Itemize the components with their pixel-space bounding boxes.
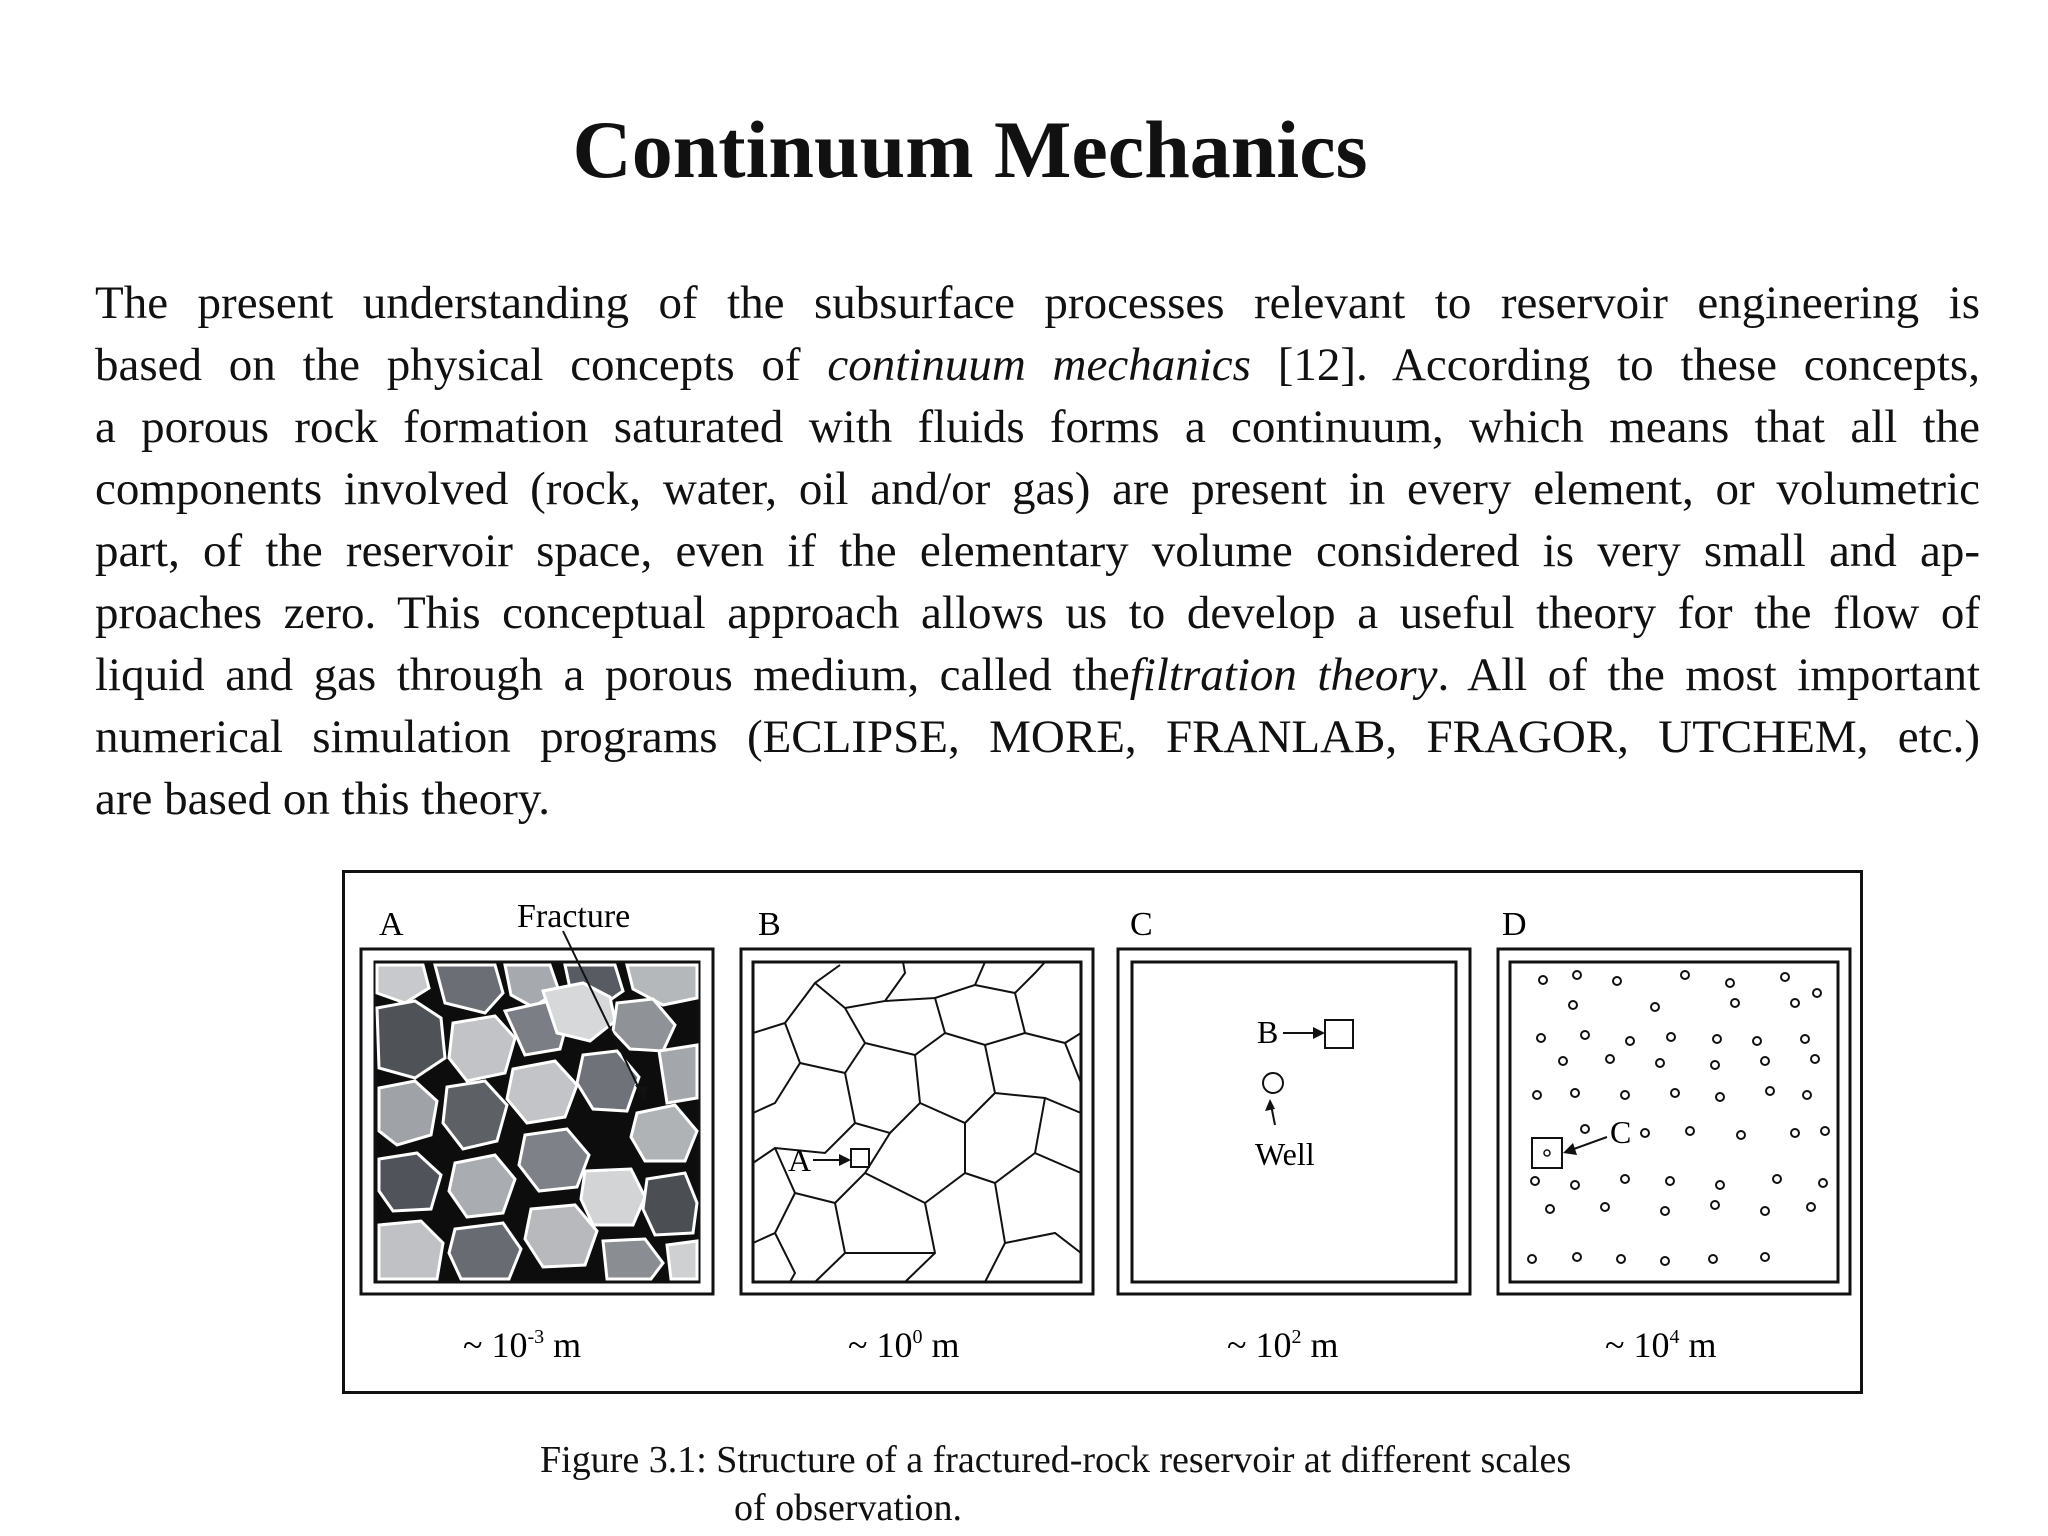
paragraph-line: are based on this theory. xyxy=(95,773,551,825)
paragraph-text: based on the physical concepts of xyxy=(95,339,828,391)
well-dot xyxy=(1801,1035,1809,1043)
figure-caption xyxy=(540,1436,1740,1532)
well-dot xyxy=(1819,1179,1827,1187)
term-continuum-mechanics: continuum mechanics xyxy=(827,339,1251,391)
scale-a: ~ $10^{-3}$ m xyxy=(463,1325,582,1365)
well-dot xyxy=(1766,1087,1774,1095)
well-dot xyxy=(1651,1003,1659,1011)
panel-c-letter: C xyxy=(1130,906,1153,943)
term-filtration-theory: filtration theory xyxy=(1129,649,1438,701)
well-dot xyxy=(1533,1091,1541,1099)
well-dot xyxy=(1569,1001,1577,1009)
panel-b-letter: B xyxy=(758,906,781,943)
paragraph-text: [12]. According to these concepts, xyxy=(1250,339,1980,391)
well-dot xyxy=(1716,1093,1724,1101)
well-dot xyxy=(1761,1057,1769,1065)
well-dot xyxy=(1601,1203,1609,1211)
well-dot xyxy=(1666,1177,1674,1185)
well-dot xyxy=(1573,1253,1581,1261)
well-dot xyxy=(1626,1037,1634,1045)
paragraph-line: numerical simulation programs (ECLIPSE, MORE, FRANLAB, FRAGOR, UTCHEM, etc.) xyxy=(95,711,1980,763)
well-dot xyxy=(1528,1255,1536,1263)
panel-a-letter: A xyxy=(379,906,404,943)
well-dot xyxy=(1807,1203,1815,1211)
body-paragraph xyxy=(95,272,1980,830)
panel-d xyxy=(1498,949,1850,1294)
well-dot xyxy=(1613,977,1621,985)
well-dot xyxy=(1711,1201,1719,1209)
well-dot xyxy=(1641,1129,1649,1137)
well-dot xyxy=(1559,1057,1567,1065)
well-dot xyxy=(1661,1257,1669,1265)
well-dot xyxy=(1753,1037,1761,1045)
well-dot xyxy=(1667,1033,1675,1041)
well-dot xyxy=(1737,1131,1745,1139)
well-dot xyxy=(1573,971,1581,979)
paragraph-text: . All of the most important xyxy=(1437,649,1981,701)
well-dot xyxy=(1731,999,1739,1007)
well-dot xyxy=(1773,1175,1781,1183)
paragraph-line xyxy=(95,334,1980,396)
well-dot xyxy=(1681,971,1689,979)
well-dot xyxy=(1791,999,1799,1007)
well-dot xyxy=(1621,1091,1629,1099)
well-dot xyxy=(1671,1089,1679,1097)
scale-d: ~ $10^4$ m xyxy=(1605,1325,1717,1365)
well-dot xyxy=(1781,973,1789,981)
inset-b-label: B xyxy=(1257,1014,1279,1050)
well-label: Well xyxy=(1255,1136,1315,1172)
well-dot xyxy=(1716,1181,1724,1189)
well-dot xyxy=(1571,1089,1579,1097)
panel-c xyxy=(1118,949,1470,1294)
caption-line-1: Structure of a fractured-rock reservoir at different scales xyxy=(716,1439,1572,1481)
paragraph-line xyxy=(95,644,1980,706)
well-dot xyxy=(1656,1059,1664,1067)
caption-line-2: of observation. xyxy=(734,1487,962,1529)
fracture-label: Fracture xyxy=(517,898,631,935)
well-dot xyxy=(1546,1205,1554,1213)
well-dot xyxy=(1709,1255,1717,1263)
paragraph-line: proaches zero. This conceptual approach allows us to develop a useful theory for the flow of xyxy=(95,587,1980,639)
well-dot xyxy=(1617,1255,1625,1263)
well-dot xyxy=(1539,976,1547,984)
well-dot xyxy=(1761,1207,1769,1215)
well-dot xyxy=(1821,1127,1829,1135)
paragraph-line: components involved (rock, water, oil and/or gas) are present in every element, or volumetric xyxy=(95,463,1980,515)
page-title: Continuum Mechanics xyxy=(572,104,1368,195)
well-dot xyxy=(1726,979,1734,987)
paragraph-line: part, of the reservoir space, even if the elementary volume considered is very small and ap- xyxy=(95,525,1980,577)
paragraph-line: a porous rock formation saturated with fluids forms a continuum, which means that all the xyxy=(95,401,1980,453)
panel-b xyxy=(741,949,1093,1294)
well-dot xyxy=(1661,1207,1669,1215)
well-dot xyxy=(1621,1175,1629,1183)
panel-d-letter: D xyxy=(1502,906,1527,943)
well-dot xyxy=(1606,1055,1614,1063)
well-dot xyxy=(1811,1055,1819,1063)
well-dot xyxy=(1711,1061,1719,1069)
paragraph-line: The present understanding of the subsurface processes relevant to reservoir engineering is xyxy=(95,277,1980,329)
inset-a-label: A xyxy=(788,1142,812,1178)
paragraph-text: liquid and gas through a porous medium, called the xyxy=(95,649,1130,701)
panel-a xyxy=(361,931,713,1294)
well-dot xyxy=(1686,1127,1694,1135)
well-dot xyxy=(1531,1177,1539,1185)
well-dot xyxy=(1581,1125,1589,1133)
figure-3-1 xyxy=(342,870,1863,1394)
caption-label: Figure 3.1: xyxy=(540,1439,707,1481)
well-dot xyxy=(1713,1035,1721,1043)
well-dot xyxy=(1813,989,1821,997)
well-dot xyxy=(1581,1031,1589,1039)
well-circle xyxy=(1263,1073,1283,1093)
well-dot xyxy=(1571,1181,1579,1189)
well-dot xyxy=(1791,1129,1799,1137)
inset-c-label: C xyxy=(1610,1114,1632,1150)
scale-c: ~ $10^2$ m xyxy=(1227,1325,1339,1365)
well-dot xyxy=(1537,1034,1545,1042)
scale-b: ~ $10^0$ m xyxy=(848,1325,960,1365)
well-dot xyxy=(1761,1253,1769,1261)
figure-drawing xyxy=(345,873,1860,1391)
well-dot xyxy=(1803,1091,1811,1099)
